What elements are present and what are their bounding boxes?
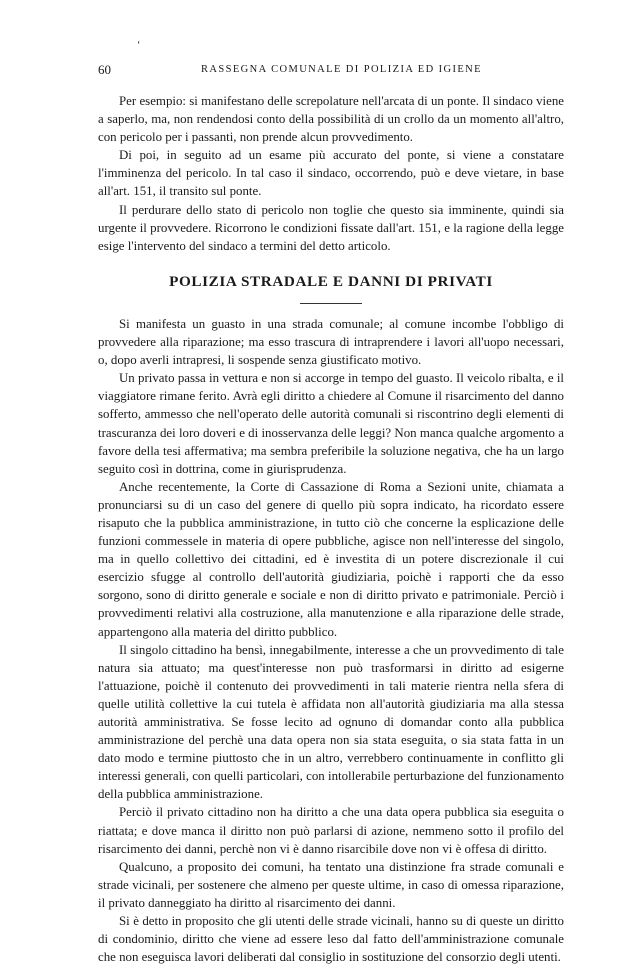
- section-paragraph: Anche recentemente, la Corte di Cassazione di Roma a Sezioni unite, chiamata a pronunciarsi su di un caso del genere di quello più sopra indicato, ha ricordato essere risaputo che la pubblica amministrazione, in tutto ciò che concerne la esplicazione delle funzioni commessele in materia di opere pubbliche, agisce non nell'interesse del singolo, ma in quello collettivo dei cittadini, ed è investita di un potere discrezionale il cui esercizio sfugge al controllo dell'autorità giudiziaria, poichè i rapporti che da esso sorgono, sono di diritto generale e sociale e non di diritto privato e patrimoniale. Perciò i provvedimenti relativi alla costruzione, alla manutenzione e alla riparazione delle strade, appartengono alla materia del diritto pubblico.: [98, 479, 564, 639]
- section-paragraph: Qualcuno, a proposito dei comuni, ha tentato una distinzione fra strade comunali e strade vicinali, per sostenere che almeno per queste ultime, in caso di omessa riparazione, il privato danneggiato ha diritto al risarcimento dei danni.: [98, 859, 564, 910]
- stray-mark: ‘: [137, 40, 141, 51]
- section-paragraph: Il singolo cittadino ha bensì, innegabilmente, interesse a che un provvedimento di tale natura sia attuato; ma quest'interesse non può trasformarsi in diritto ad esigerne l'attuazione, poichè il contenuto dei provvedimenti in tali materie rientra nella sfera di quelle utilità collettive la cui tutela è affidata non all'autorità giudiziaria ma alla stessa autorità amministrativa. Se fosse lecito ad ognuno di domandar conto alla pubblica amministrazione del perchè una data opera non sia stata eseguita, o sia stata fatta in un dato modo e termine piuttosto che in un altro, verrebbero continuamente in conflitto gli interessi generali, con quelli particolari, con intollerabile perturbazione del funzionamento della pubblica amministrazione.: [98, 642, 564, 802]
- intro-paragraph: Il perdurare dello stato di pericolo non toglie che questo sia imminente, quindi sia urgente il provvedere. Ricorrono le condizioni fissate dall'art. 151, e la ragione della legge esige l'intervento del sindaco a termini del detto articolo.: [98, 202, 564, 253]
- page-number: 60: [98, 62, 111, 77]
- section-paragraph: Si è detto in proposito che gli utenti delle strade vicinali, hanno su di queste un diritto di condominio, diritto che viene ad essere leso dal fatto dell'amministrazione comunale che non eseguisca lavori deliberati dal consiglio in sostituzione del consorzio degli utenti.: [98, 914, 564, 965]
- page-header: [98, 62, 563, 78]
- section-paragraph: Perciò il privato cittadino non ha diritto a che una data opera pubblica sia eseguita o riattata; e dove manca il diritto non può parlarsi di azione, nemmeno sotto il profilo del risarcimento dei danni, perchè non vi è danno risarcibile dove non vi è offesa di diritto.: [98, 805, 564, 856]
- running-title: RASSEGNA COMUNALE DI POLIZIA ED IGIENE: [201, 64, 482, 75]
- intro-paragraph: Per esempio: si manifestano delle screpolature nell'arcata di un ponte. Il sindaco viene a saperlo, ma, non rendendosi conto della possibilità di un crollo da un momento all'altro, con pericolo per i passanti, non prende alcun provvedimento.: [98, 94, 564, 145]
- section-title: POLIZIA STRADALE E DANNI DI PRIVATI: [169, 272, 493, 290]
- body-text: [98, 92, 564, 966]
- title-rule: [300, 303, 362, 304]
- intro-paragraph: Di poi, in seguito ad un esame più accurato del ponte, si viene a constatare l'imminenza del pericolo. In tal caso il sindaco, occorrendo, può e deve vietare, in base all'art. 151, il transito sul ponte.: [98, 148, 564, 199]
- section-paragraph: Un privato passa in vettura e non si accorge in tempo del guasto. Il veicolo ribalta, e il viaggiatore rimane ferito. Avrà egli diritto a chiedere al Comune il risarcimento del danno sofferto, ammesso che nell'operato delle autorità comunali si riscontrino degli elementi di trascuranza dei loro doveri e di inosservanza delle leggi? Non manca qualche argomento a favore della tesi affermativa; ma sembra preferibile la soluzione negativa, che ha un largo seguito così in dottrina, come in giurisprudenza.: [98, 371, 564, 476]
- section-paragraph: Si manifesta un guasto in una strada comunale; al comune incombe l'obbligo di provvedere alla riparazione; ma esso trascura di intraprendere i lavori all'uopo necessari, o, dopo averli intrapresi, li sospende senza giustificato motivo.: [98, 316, 564, 368]
